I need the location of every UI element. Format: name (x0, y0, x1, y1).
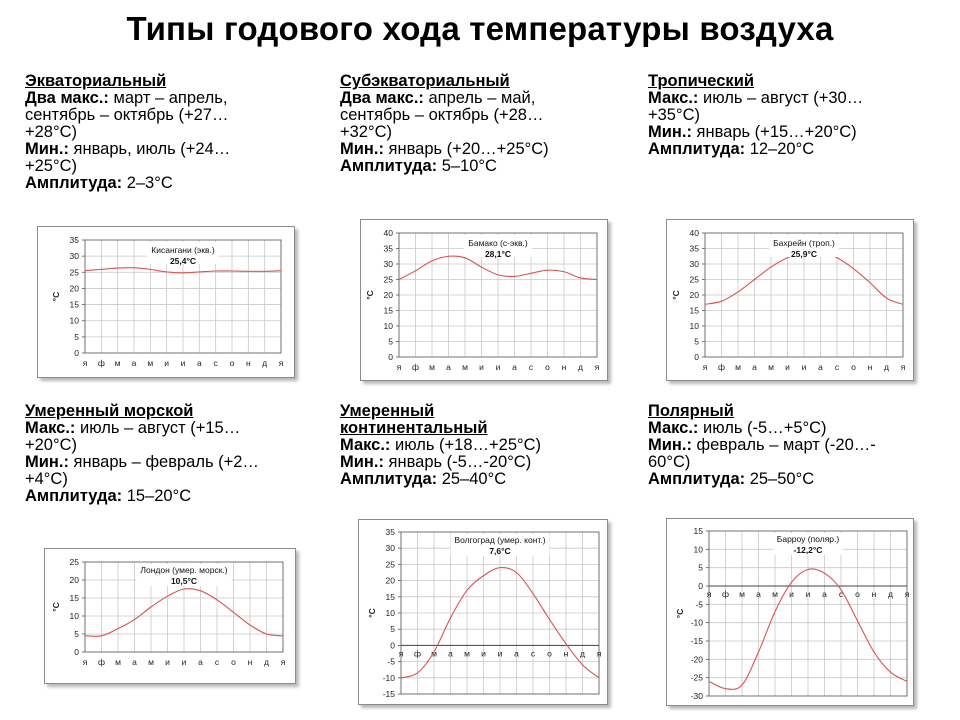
chart-london (44, 548, 296, 684)
y-tick-label: 0 (388, 352, 393, 362)
y-tick-label: -25 (690, 672, 703, 683)
x-tick-label: я (904, 589, 910, 599)
x-tick-label: н (563, 648, 569, 659)
block-line: Два макс.: март – апрель, (25, 89, 228, 107)
y-tick-label: 5 (388, 336, 393, 347)
y-tick-label: 35 (385, 527, 395, 537)
block-heading: Субэкваториальный (340, 72, 510, 90)
x-tick-label: и (785, 362, 790, 372)
block-line: Два макс.: апрель – май, (340, 89, 536, 107)
x-tick-label: о (855, 589, 860, 599)
x-tick-label: о (229, 358, 235, 368)
x-tick-label: м (114, 358, 121, 368)
block-line: Мин.: январь – февраль (+2… (25, 453, 259, 471)
y-tick-label: 5 (74, 629, 79, 639)
x-tick-label: с (214, 657, 220, 667)
x-tick-label: м (739, 589, 745, 599)
x-tick-label: я (398, 648, 404, 659)
block-heading: Умеренный (340, 402, 435, 420)
block-line: Макс.: июль – август (+30… (648, 89, 864, 107)
y-tick-label: 30 (383, 259, 393, 269)
x-tick-label: о (547, 648, 552, 659)
block-line: +35°С) (648, 106, 700, 124)
block-line: +4°С) (25, 470, 68, 488)
chart-mean: -12,2°С (793, 545, 823, 555)
y-tick-label: 25 (689, 274, 699, 285)
y-tick-label: 0 (694, 352, 699, 362)
block-line: Амплитуда: 25–40°С (340, 470, 507, 488)
chart-kisangani (37, 226, 295, 378)
y-tick-label: 5 (390, 624, 395, 635)
chart-bamako (360, 219, 608, 381)
x-tick-label: и (497, 648, 503, 659)
x-tick-label: а (446, 362, 451, 372)
block-line: Амплитуда: 25–50°С (648, 470, 815, 488)
x-tick-label: а (198, 657, 203, 667)
x-tick-label: я (82, 657, 88, 667)
block-polar (648, 403, 876, 488)
block-line: сентябрь – октябрь (+27… (25, 106, 229, 124)
block-line: 60°С) (648, 453, 691, 471)
chart-svg (667, 220, 913, 380)
x-tick-label: н (247, 657, 253, 667)
block-heading: Тропический (648, 72, 754, 90)
x-tick-label: ф (97, 358, 105, 368)
x-tick-label: м (431, 648, 437, 659)
y-tick-label: 0 (698, 581, 703, 591)
x-tick-label: а (448, 648, 453, 659)
x-tick-label: н (867, 362, 873, 372)
x-tick-label: с (528, 362, 534, 372)
x-tick-label: я (280, 657, 286, 667)
y-tick-label: -20 (690, 654, 703, 665)
x-tick-label: ф (722, 589, 729, 599)
block-line: Мин.: январь (-5…-20°С) (340, 453, 532, 471)
y-tick-label: 0 (390, 640, 395, 651)
block-tropical (648, 73, 863, 158)
y-tick-label: 30 (689, 259, 699, 269)
block-line: Амплитуда: 15–20°С (25, 487, 192, 505)
block-line: Макс.: июль (+18…+25°С) (340, 436, 542, 454)
block-line: Макс.: июль – август (+15… (25, 419, 241, 437)
page-title: Типы годового хода температуры воздуха (126, 10, 834, 47)
y-tick-label: 40 (383, 228, 393, 238)
x-tick-label: ф (98, 657, 105, 667)
x-tick-label: я (596, 648, 602, 659)
block-line: Мин.: январь (+15…+20°С) (648, 123, 857, 141)
y-tick-label: 20 (689, 290, 699, 300)
x-tick-label: а (131, 358, 137, 368)
chart-svg (359, 520, 607, 704)
y-tick-label: 20 (69, 575, 79, 585)
x-tick-label: м (462, 362, 468, 372)
x-tick-label: с (834, 362, 840, 372)
x-tick-label: н (561, 362, 567, 372)
x-tick-label: д (264, 657, 269, 667)
x-tick-label: и (165, 657, 170, 667)
y-tick-label: 10 (385, 608, 395, 618)
x-tick-label: а (512, 362, 517, 372)
y-tick-label: 25 (383, 274, 393, 285)
chart-title: Волгоград (умер. конт.) (454, 535, 546, 545)
x-tick-label: и (789, 589, 794, 599)
x-tick-label: м (772, 589, 778, 599)
y-tick-label: 10 (383, 321, 393, 331)
x-tick-label: ф (718, 362, 725, 372)
block-heading: Умеренный морской (25, 402, 194, 420)
y-tick-label: 40 (689, 228, 699, 238)
x-tick-label: и (479, 362, 484, 372)
y-tick-label: 35 (69, 235, 79, 245)
x-tick-label: м (429, 362, 435, 372)
x-tick-label: я (82, 358, 88, 368)
chart-volgograd (358, 519, 608, 705)
x-tick-label: с (838, 589, 844, 599)
chart-svg (45, 549, 295, 683)
y-tick-label: -15 (382, 689, 395, 699)
x-tick-label: и (801, 362, 807, 372)
x-tick-label: м (768, 362, 774, 372)
y-axis-label: °С (51, 291, 61, 302)
x-tick-label: о (231, 657, 236, 667)
x-tick-label: я (396, 362, 402, 372)
chart-title: Бамако (с-экв.) (468, 238, 528, 248)
y-tick-label: -15 (690, 636, 703, 646)
x-tick-label: а (752, 362, 757, 372)
chart-mean: 25,9°С (790, 249, 818, 259)
y-tick-label: 15 (693, 526, 703, 536)
y-tick-label: 35 (689, 243, 699, 254)
x-tick-label: м (464, 648, 470, 659)
block-temperate-continental (340, 403, 541, 488)
x-tick-label: м (735, 362, 741, 372)
x-tick-label: ф (412, 362, 419, 372)
x-tick-label: и (495, 362, 501, 372)
y-tick-label: 10 (69, 611, 79, 621)
x-tick-label: и (481, 648, 486, 659)
x-tick-label: я (278, 358, 284, 368)
y-tick-label: 15 (69, 593, 79, 603)
block-line: Мин.: февраль – март (-20…- (648, 436, 876, 454)
y-axis-label: °С (51, 602, 61, 612)
block-line: Макс.: июль (-5…+5°С) (648, 419, 827, 437)
block-line: +25°С) (25, 157, 77, 175)
chart-barrow (666, 518, 914, 706)
x-tick-label: а (514, 648, 519, 659)
y-tick-label: 15 (689, 305, 699, 316)
x-tick-label: с (530, 648, 536, 659)
y-tick-label: 25 (385, 559, 395, 570)
x-tick-label: я (706, 589, 712, 599)
x-tick-label: о (851, 362, 856, 372)
y-tick-label: 10 (689, 321, 699, 331)
y-tick-label: -10 (382, 672, 395, 683)
block-heading: Полярный (648, 402, 734, 420)
x-tick-label: д (884, 362, 889, 372)
block-line: Амплитуда: 12–20°С (648, 140, 815, 158)
y-tick-label: -5 (695, 599, 703, 610)
block-line: +32°С) (340, 123, 392, 141)
y-tick-label: 35 (383, 243, 393, 254)
x-tick-label: м (147, 358, 154, 368)
x-tick-label: с (213, 358, 218, 368)
x-tick-label: д (580, 648, 585, 659)
x-tick-label: а (822, 589, 827, 599)
chart-mean: 28,1°С (484, 249, 512, 259)
x-tick-label: д (262, 358, 268, 368)
block-line: Мин.: январь (+20…+25°С) (340, 140, 549, 158)
y-tick-label: 15 (385, 591, 395, 602)
y-tick-label: 10 (69, 315, 79, 326)
chart-bahrain (666, 219, 914, 381)
x-tick-label: а (132, 657, 137, 667)
x-tick-label: и (805, 589, 811, 599)
y-tick-label: 5 (74, 331, 79, 342)
x-tick-label: я (900, 362, 906, 372)
y-axis-label: °С (367, 608, 377, 618)
chart-title: Барроу (поляр.) (776, 534, 840, 544)
block-line: Мин.: январь, июль (+24… (25, 140, 231, 158)
x-tick-label: и (180, 358, 186, 368)
block-subequatorial (340, 73, 549, 175)
x-tick-label: м (148, 657, 154, 667)
chart-svg (38, 227, 294, 377)
block-line: +20°С) (25, 436, 77, 454)
y-tick-label: 25 (69, 267, 79, 278)
chart-title: Лондон (умер. морск.) (140, 565, 228, 575)
x-tick-label: я (594, 362, 600, 372)
x-tick-label: я (702, 362, 708, 372)
block-line: Амплитуда: 5–10°С (340, 157, 497, 175)
chart-mean: 25,4°С (169, 256, 197, 266)
chart-svg (361, 220, 607, 380)
x-tick-label: д (578, 362, 583, 372)
x-tick-label: н (245, 358, 251, 368)
chart-mean: 7,6°С (489, 546, 511, 556)
y-tick-label: 25 (69, 557, 79, 567)
chart-title: Кисангани (экв.) (151, 245, 215, 255)
x-tick-label: о (545, 362, 550, 372)
block-line: +28°С) (25, 123, 77, 141)
y-tick-label: 15 (69, 299, 79, 310)
x-tick-label: а (818, 362, 823, 372)
y-tick-label: 20 (383, 290, 393, 300)
y-axis-label: °С (675, 608, 685, 619)
x-tick-label: а (196, 358, 202, 368)
x-tick-label: и (164, 358, 170, 368)
y-tick-label: 30 (69, 251, 79, 262)
y-tick-label: 15 (383, 305, 393, 316)
chart-mean: 10,5°С (170, 576, 198, 586)
y-tick-label: 30 (385, 543, 395, 554)
x-tick-label: и (181, 657, 187, 667)
y-tick-label: -5 (387, 656, 395, 667)
y-tick-label: 0 (74, 348, 79, 358)
y-axis-label: °С (671, 290, 681, 300)
y-tick-label: 10 (693, 544, 703, 555)
x-tick-label: д (888, 589, 893, 599)
block-heading: Экваториальный (25, 72, 167, 90)
block-line: Амплитуда: 2–3°С (25, 174, 173, 192)
x-tick-label: н (871, 589, 877, 599)
x-tick-label: а (756, 589, 761, 599)
x-tick-label: м (115, 657, 121, 667)
y-tick-label: 5 (694, 336, 699, 347)
chart-title: Бахрейн (троп.) (773, 238, 835, 248)
block-equatorial (25, 73, 230, 192)
y-tick-label: 5 (698, 562, 703, 573)
chart-svg (667, 519, 913, 705)
block-line: сентябрь – октябрь (+28… (340, 106, 544, 124)
block-heading-line2: континентальный (340, 419, 488, 437)
x-tick-label: ф (414, 648, 421, 659)
y-tick-label: 0 (74, 647, 79, 657)
y-tick-label: 20 (69, 283, 79, 294)
y-axis-label: °С (365, 290, 375, 300)
block-temperate-marine (25, 403, 259, 505)
y-tick-label: -10 (690, 617, 703, 628)
y-tick-label: -30 (690, 691, 703, 701)
y-tick-label: 20 (385, 575, 395, 586)
